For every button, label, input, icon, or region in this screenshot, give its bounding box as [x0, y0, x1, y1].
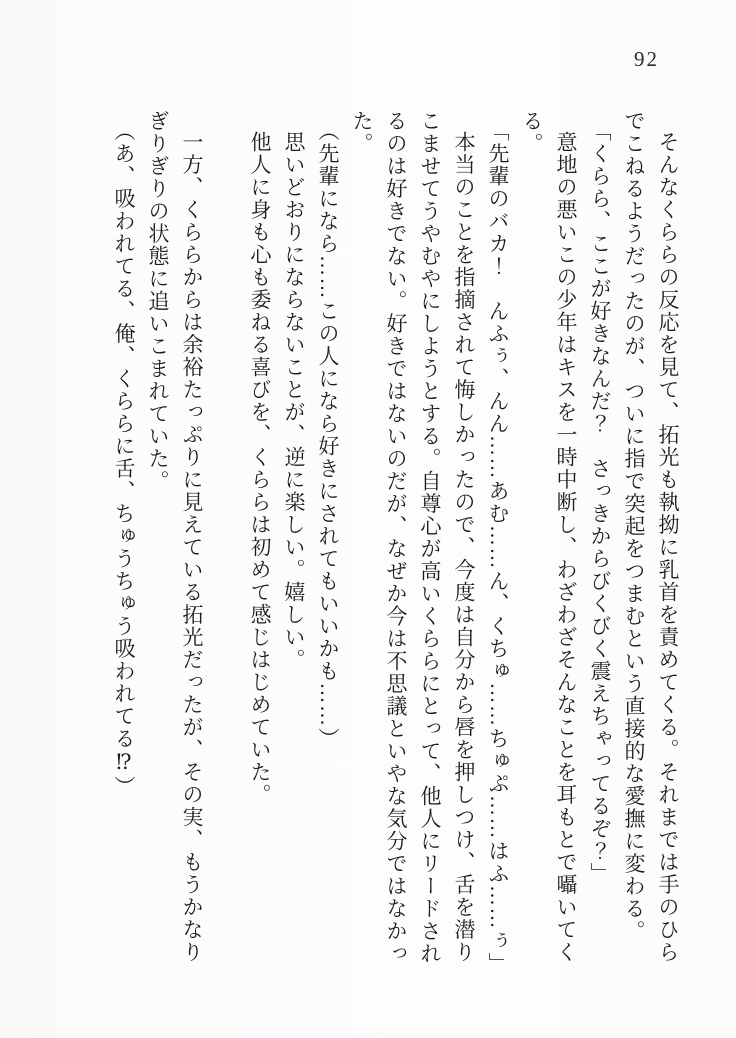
paragraph-narration-4: 思いどおりにならないことが、逆に楽しい。嬉しい。	[282, 131, 306, 671]
paragraph-narration-1: そんなくららの反応を見て、拓光も執拗に乳首を責めてくる。それまでは手のひらでこねるようだったのが、ついに指で突起をつまむという直接的な愛撫に変わる。	[622, 110, 680, 964]
paragraph-narration-2: 意地の悪いこの少年はキスを一時中断し、わざわざそんなことを耳もとで囁いてくる。	[520, 110, 578, 964]
paragraph-dialogue-2: 「先輩のバカ！ んふぅ、んん……あむ……ん、くちゅ……ちゅぷ……はふ……ぅ」	[486, 120, 510, 975]
paragraph-dialogue-1: 「くらら、ここが好きなんだ？ さっきからびくびく震えちゃってるぞ？」	[588, 120, 612, 885]
paragraph-narration-5: 他人に身も心も委ねる喜びを、くららは初めて感じはじめていた。	[248, 131, 272, 806]
paragraph-inner-voice-2: （あ、吸われてる、俺、くららに舌、ちゅうちゅう吸われてる⁉）	[112, 120, 136, 798]
page-number: 92	[634, 47, 659, 71]
paragraph-narration-3: 本当のことを指摘されて悔しかったので、今度は自分から唇を押しつけ、舌を潜りこませてうやむやにしようとする。自尊心が高いくららにとって、他人にリードされるのは好きでない。好きではないのだが、なぜか今は不思議といやな気分ではなかった。	[350, 110, 476, 965]
paragraph-narration-6: 一方、くららからは余裕たっぷりに見えている拓光だったが、その実、もうかなりぎりぎりの状態に追いこまれていた。	[146, 110, 204, 964]
section-break-blank-line	[209, 110, 243, 970]
paragraph-inner-voice-1: （先輩になら……この人になら好きにされてもいいかも……）	[316, 120, 340, 750]
vertical-text-block	[105, 110, 685, 975]
